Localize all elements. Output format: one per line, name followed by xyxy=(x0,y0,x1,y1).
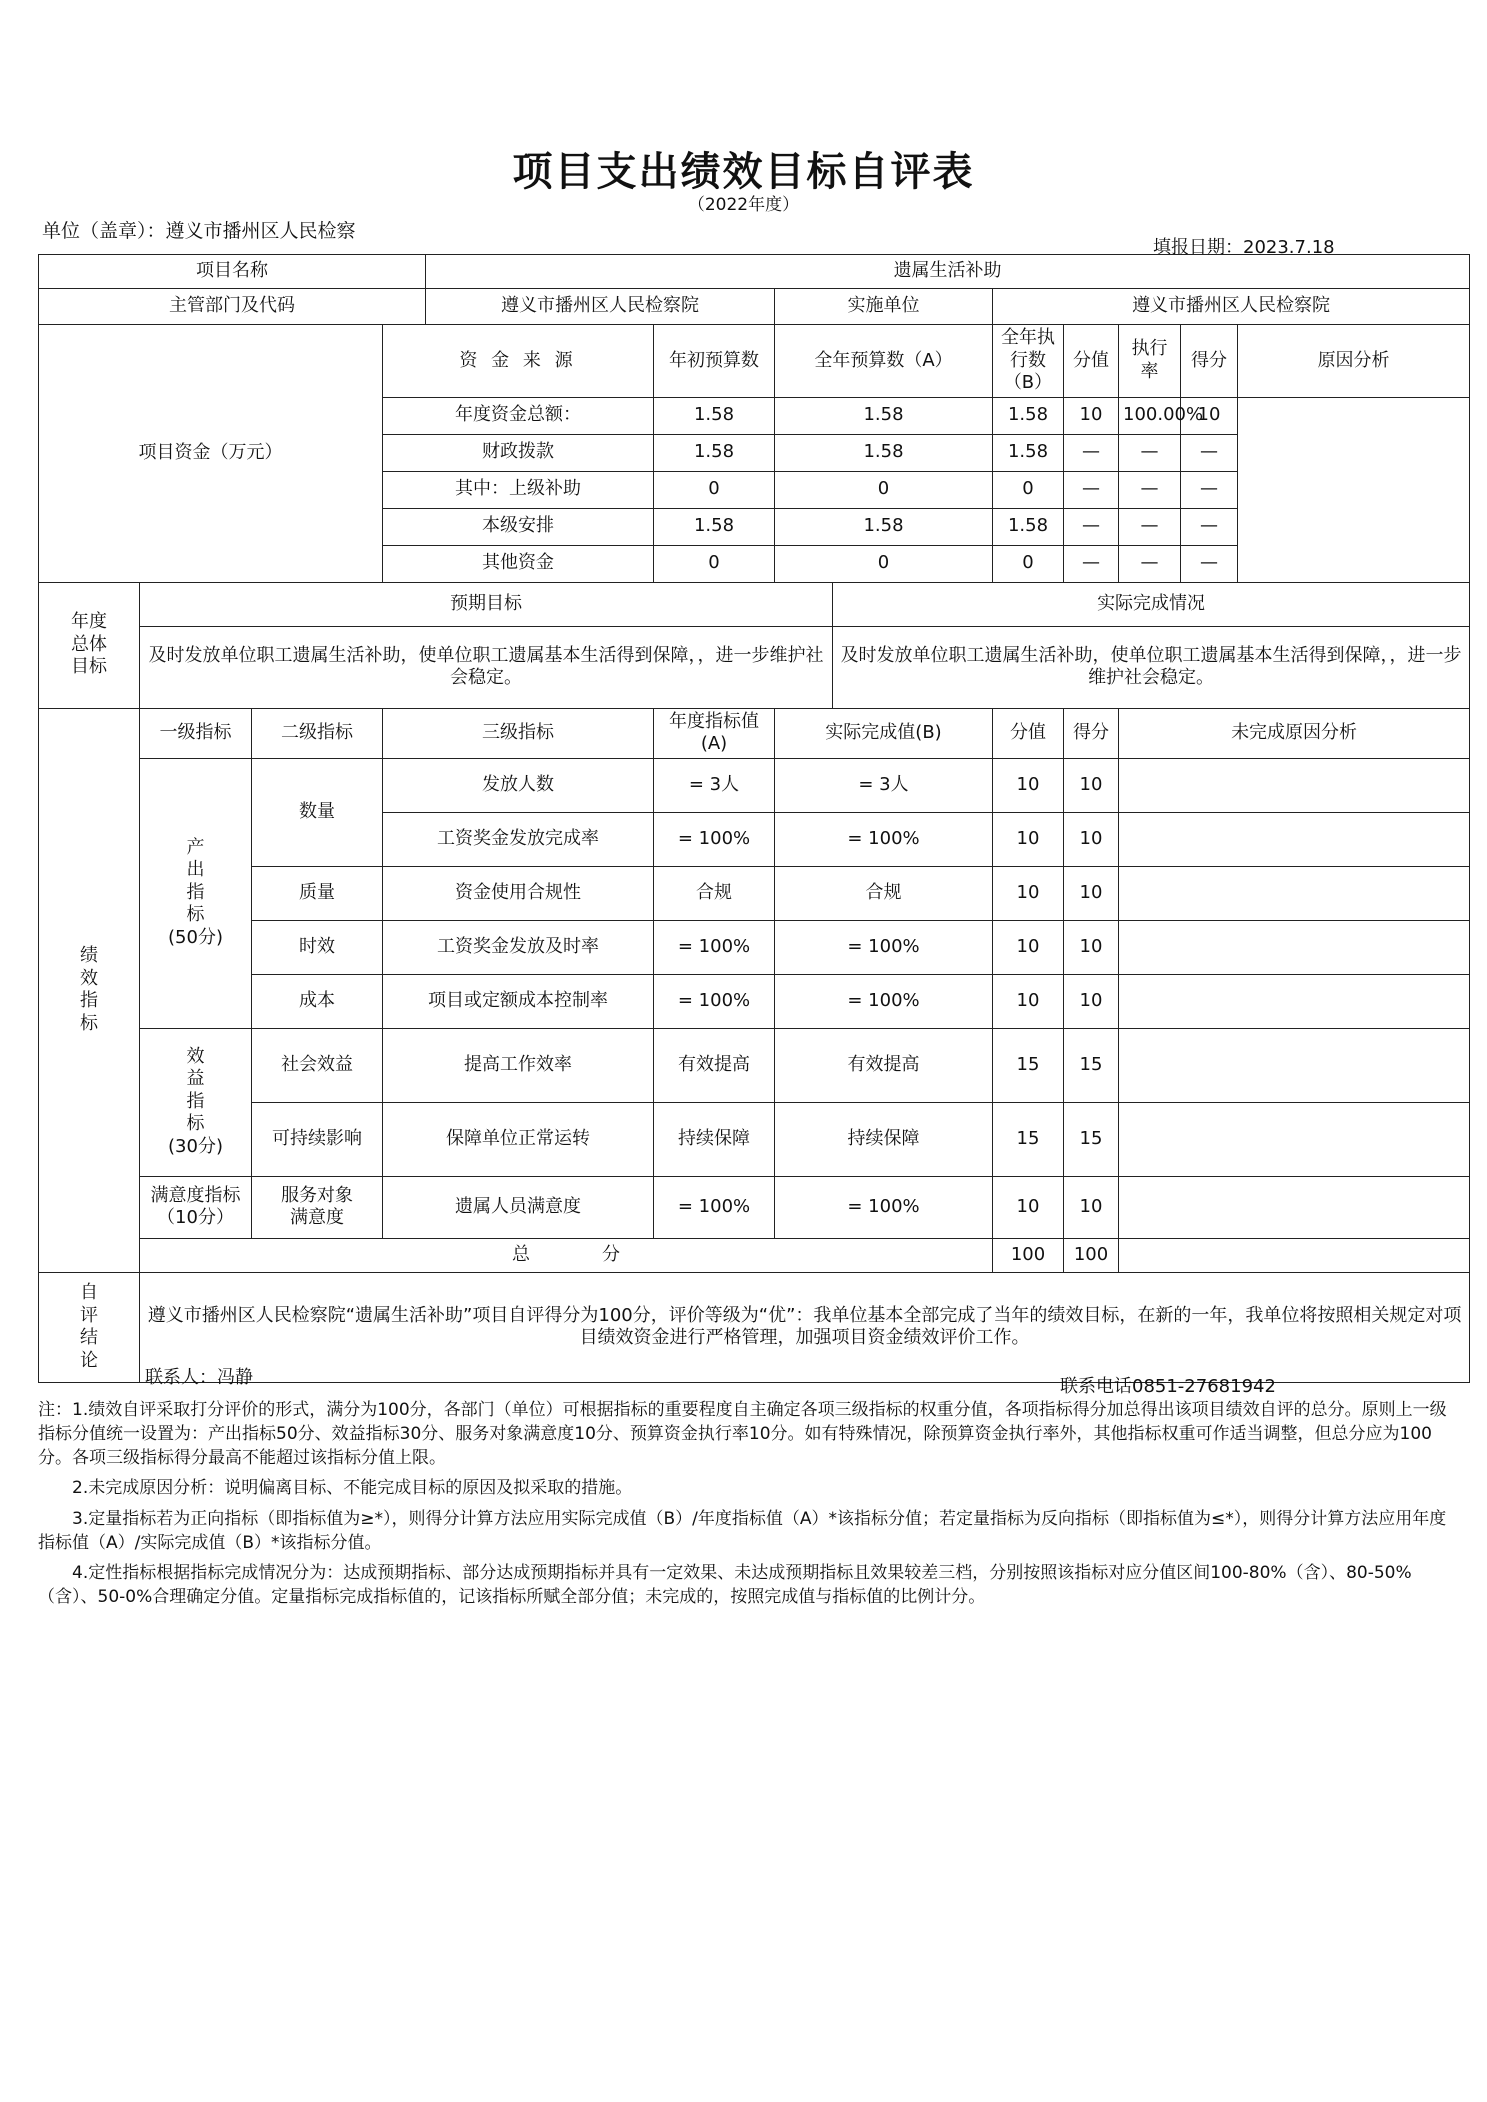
indicator-reason xyxy=(1119,866,1470,920)
indicator-reason xyxy=(1119,920,1470,974)
funds-header-reason: 原因分析 xyxy=(1238,325,1470,398)
funds-row-score-value: — xyxy=(1064,471,1119,508)
annual-goal-label: 年度 总体 目标 xyxy=(39,582,140,708)
total-label: 总 分 xyxy=(140,1238,993,1272)
indicator-target: 合规 xyxy=(654,866,775,920)
indicator-score: 15 xyxy=(1064,1102,1119,1176)
funds-row-name: 财政拨款 xyxy=(383,434,654,471)
page-title: 项目支出绩效目标自评表 xyxy=(512,148,975,195)
funds-row-executed: 1.58 xyxy=(993,508,1064,545)
contact-person: 联系人：冯静 xyxy=(145,1367,253,1388)
funds-row-initial: 1.58 xyxy=(654,434,775,471)
funds-row-rate: — xyxy=(1119,434,1181,471)
funds-row-executed: 1.58 xyxy=(993,397,1064,434)
indicator-score: 10 xyxy=(1064,812,1119,866)
funds-row-score-value: — xyxy=(1064,508,1119,545)
indicator-actual: = 3人 xyxy=(775,758,993,812)
impl-unit-value: 遵义市播州区人民检察院 xyxy=(993,289,1470,325)
indicator-reason xyxy=(1119,1102,1470,1176)
funds-row-executed: 1.58 xyxy=(993,434,1064,471)
funds-row-annual: 0 xyxy=(775,545,993,582)
indicator-level3: 保障单位正常运转 xyxy=(383,1102,654,1176)
funds-header-rate: 执行率 xyxy=(1119,325,1181,398)
indicator-level2: 可持续影响 xyxy=(252,1102,383,1176)
dept-value: 遵义市播州区人民检察院 xyxy=(426,289,775,325)
indicator-score-value: 10 xyxy=(993,1176,1064,1238)
funds-row-score: — xyxy=(1181,545,1238,582)
actual-completion-header: 实际完成情况 xyxy=(833,582,1470,626)
contact-phone: 联系电话0851-27681942 xyxy=(1060,1376,1276,1397)
indicator-score-value: 15 xyxy=(993,1028,1064,1102)
indicator-score: 10 xyxy=(1064,974,1119,1028)
indicator-actual: = 100% xyxy=(775,1176,993,1238)
funds-header-source: 资 金 来 源 xyxy=(383,325,654,398)
indicator-reason xyxy=(1119,974,1470,1028)
funds-row-rate: — xyxy=(1119,508,1181,545)
indicator-level2: 时效 xyxy=(252,920,383,974)
funds-row-initial: 0 xyxy=(654,545,775,582)
indicator-target: = 100% xyxy=(654,812,775,866)
funds-header-score-value: 分值 xyxy=(1064,325,1119,398)
indicator-actual: 合规 xyxy=(775,866,993,920)
project-name-label: 项目名称 xyxy=(39,255,426,289)
funds-row-rate: 100.00% xyxy=(1119,397,1181,434)
funds-row-annual: 0 xyxy=(775,471,993,508)
funds-row-initial: 1.58 xyxy=(654,397,775,434)
indicator-reason xyxy=(1119,1028,1470,1102)
funds-row-name: 年度资金总额： xyxy=(383,397,654,434)
indicator-level3: 提高工作效率 xyxy=(383,1028,654,1102)
funds-row-name: 其中：上级补助 xyxy=(383,471,654,508)
report-date: 填报日期：2023.7.18 xyxy=(1153,237,1335,258)
indicator-target: 持续保障 xyxy=(654,1102,775,1176)
indicator-target: 有效提高 xyxy=(654,1028,775,1102)
indicator-level3: 发放人数 xyxy=(383,758,654,812)
funds-row-executed: 0 xyxy=(993,545,1064,582)
indicator-header-reason: 未完成原因分析 xyxy=(1119,708,1470,758)
indicator-level2: 社会效益 xyxy=(252,1028,383,1102)
indicator-target: = 3人 xyxy=(654,758,775,812)
note-item: 4.定性指标根据指标完成情况分为：达成预期指标、部分达成预期指标并具有一定效果、未达成预期指标且效果较差三档，分别按照该指标对应分值区间100-80%（含）、80-50%（含）、50-0%合理确定分值。定量指标完成指标值的，记该指标所赋全部分值；未完成的，按照完成值与指标值的比例计分。 xyxy=(38,1562,1412,1607)
indicator-level3: 遗属人员满意度 xyxy=(383,1176,654,1238)
funds-header-score: 得分 xyxy=(1181,325,1238,398)
funds-row-score: 10 xyxy=(1181,397,1238,434)
funds-row-annual: 1.58 xyxy=(775,434,993,471)
indicator-header-score: 得分 xyxy=(1064,708,1119,758)
indicator-actual: = 100% xyxy=(775,974,993,1028)
self-eval-label: 自 评 结 论 xyxy=(39,1272,140,1382)
total-reason-cell xyxy=(1119,1238,1470,1272)
benefit-indicator-label: 效 益 指 标 (30分) xyxy=(140,1028,252,1176)
funds-row-score-value: — xyxy=(1064,434,1119,471)
self-evaluation-table xyxy=(38,254,1470,1383)
funds-row-initial: 0 xyxy=(654,471,775,508)
indicator-score: 10 xyxy=(1064,920,1119,974)
indicator-score-value: 10 xyxy=(993,866,1064,920)
total-score-value: 100 xyxy=(993,1238,1064,1272)
indicator-level3: 工资奖金发放完成率 xyxy=(383,812,654,866)
funds-row-annual: 1.58 xyxy=(775,397,993,434)
impl-unit-label: 实施单位 xyxy=(775,289,993,325)
funds-header-annual: 全年预算数（A） xyxy=(775,325,993,398)
indicator-level2: 服务对象 满意度 xyxy=(252,1176,383,1238)
expected-goal-header: 预期目标 xyxy=(140,582,833,626)
funds-row-score: — xyxy=(1181,471,1238,508)
indicator-header-level2: 二级指标 xyxy=(252,708,383,758)
indicator-level2: 质量 xyxy=(252,866,383,920)
funds-row-rate: — xyxy=(1119,471,1181,508)
funds-row-name: 本级安排 xyxy=(383,508,654,545)
dept-label: 主管部门及代码 xyxy=(39,289,426,325)
indicator-actual: 有效提高 xyxy=(775,1028,993,1102)
satisfaction-indicator-label: 满意度指标 （10分） xyxy=(140,1176,252,1238)
indicator-score: 10 xyxy=(1064,758,1119,812)
indicator-header-target: 年度指标值(A) xyxy=(654,708,775,758)
indicator-score: 15 xyxy=(1064,1028,1119,1102)
indicator-level2: 数量 xyxy=(252,758,383,866)
indicator-score-value: 10 xyxy=(993,920,1064,974)
funds-row-annual: 1.58 xyxy=(775,508,993,545)
note-item: 3.定量指标若为正向指标（即指标值为≥*），则得分计算方法应用实际完成值（B）/年度指标值（A）*该指标分值；若定量指标为反向指标（即指标值为≤*），则得分计算方法应用年度指标值（A）/实际完成值（B）*该指标分值。 xyxy=(38,1508,1447,1553)
notes-section xyxy=(38,1398,1458,1615)
indicator-level3: 工资奖金发放及时率 xyxy=(383,920,654,974)
funds-header-initial: 年初预算数 xyxy=(654,325,775,398)
indicator-target: = 100% xyxy=(654,1176,775,1238)
funds-row-executed: 0 xyxy=(993,471,1064,508)
indicator-reason xyxy=(1119,758,1470,812)
indicator-level3: 项目或定额成本控制率 xyxy=(383,974,654,1028)
funds-row-score: — xyxy=(1181,508,1238,545)
indicator-score-value: 10 xyxy=(993,758,1064,812)
funds-row-score: — xyxy=(1181,434,1238,471)
indicator-actual: = 100% xyxy=(775,812,993,866)
expected-goal-text: 及时发放单位职工遗属生活补助，使单位职工遗属基本生活得到保障，，进一步维护社会稳定。 xyxy=(140,626,833,708)
total-score: 100 xyxy=(1064,1238,1119,1272)
note-item: 注：1.绩效自评采取打分评价的形式，满分为100分，各部门（单位）可根据指标的重要程度自主确定各项三级指标的权重分值，各项指标得分加总得出该项目绩效自评的总分。原则上一级指标分值统一设置为：产出指标50分、效益指标30分、服务对象满意度10分、预算资金执行率10分。如有特殊情况，除预算资金执行率外，其他指标权重可作适当调整，但总分应为100分。各项三级指标得分最高不能超过该指标分值上限。 xyxy=(38,1400,1447,1469)
indicator-header-score-value: 分值 xyxy=(993,708,1064,758)
performance-indicators-label: 绩 效 指 标 xyxy=(39,708,140,1272)
funds-row-score-value: 10 xyxy=(1064,397,1119,434)
indicator-header-level1: 一级指标 xyxy=(140,708,252,758)
indicator-reason xyxy=(1119,1176,1470,1238)
funds-row-rate: — xyxy=(1119,545,1181,582)
self-eval-text: 遵义市播州区人民检察院“遗属生活补助”项目自评得分为100分，评价等级为“优”：我单位基本全部完成了当年的绩效目标，在新的一年，我单位将按照相关规定对项目绩效资金进行严格管理，加强项目资金绩效评价工作。 xyxy=(140,1272,1470,1382)
indicator-level3: 资金使用合规性 xyxy=(383,866,654,920)
funds-label: 项目资金（万元） xyxy=(39,325,383,583)
funds-header-executed: 全年执行数（B） xyxy=(993,325,1064,398)
indicator-header-actual: 实际完成值(B) xyxy=(775,708,993,758)
indicator-score-value: 15 xyxy=(993,1102,1064,1176)
indicator-target: = 100% xyxy=(654,920,775,974)
actual-completion-text: 及时发放单位职工遗属生活补助，使单位职工遗属基本生活得到保障，，进一步维护社会稳定。 xyxy=(833,626,1470,708)
funds-reason-cell xyxy=(1238,397,1470,582)
indicator-reason xyxy=(1119,812,1470,866)
indicator-score-value: 10 xyxy=(993,812,1064,866)
funds-row-initial: 1.58 xyxy=(654,508,775,545)
project-name: 遗属生活补助 xyxy=(426,255,1470,289)
indicator-actual: 持续保障 xyxy=(775,1102,993,1176)
indicator-level2: 成本 xyxy=(252,974,383,1028)
indicator-score: 10 xyxy=(1064,1176,1119,1238)
note-item: 2.未完成原因分析：说明偏离目标、不能完成目标的原因及拟采取的措施。 xyxy=(72,1478,633,1499)
indicator-header-level3: 三级指标 xyxy=(383,708,654,758)
indicator-score: 10 xyxy=(1064,866,1119,920)
funds-row-name: 其他资金 xyxy=(383,545,654,582)
output-indicator-label: 产 出 指 标 (50分) xyxy=(140,758,252,1028)
indicator-actual: = 100% xyxy=(775,920,993,974)
indicator-target: = 100% xyxy=(654,974,775,1028)
indicator-score-value: 10 xyxy=(993,974,1064,1028)
page-subtitle: （2022年度） xyxy=(687,195,800,215)
unit-line: 单位（盖章）：遵义市播州区人民检察 xyxy=(42,220,356,242)
funds-row-score-value: — xyxy=(1064,545,1119,582)
